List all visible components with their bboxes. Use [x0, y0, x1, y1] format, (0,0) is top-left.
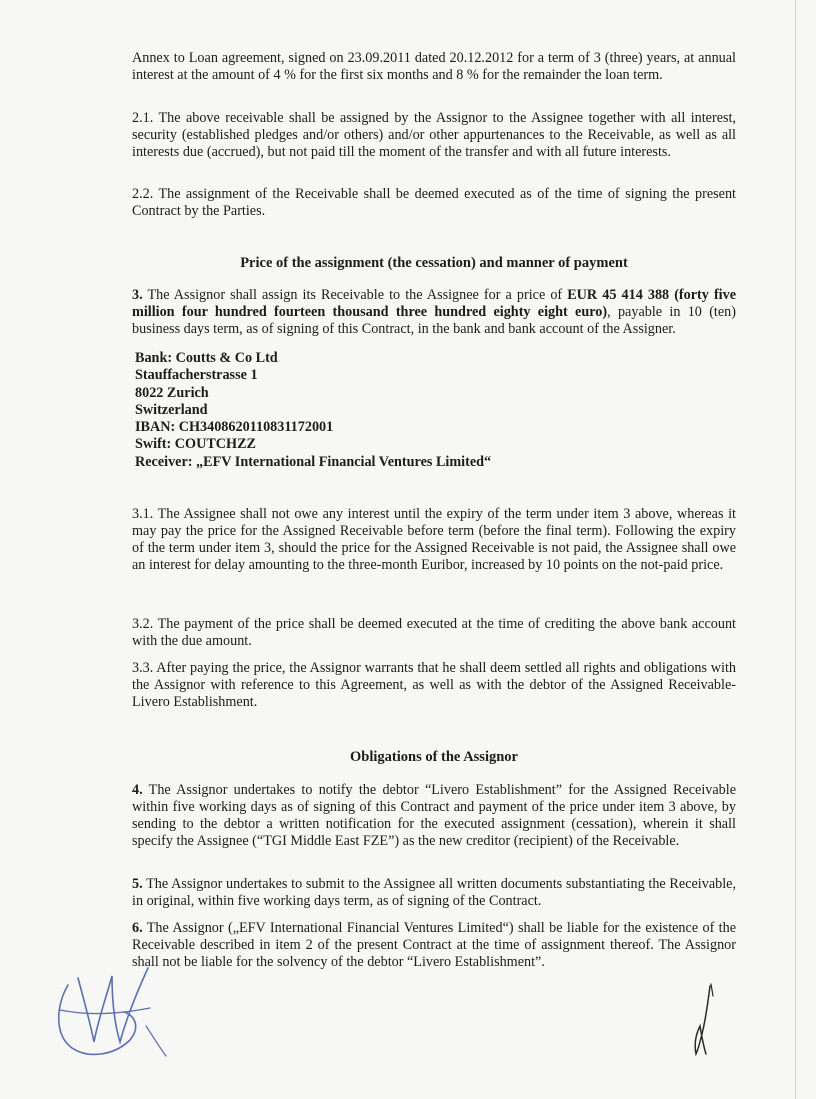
bank-swift: Swift: COUTCHZZ — [135, 436, 256, 453]
paragraph-5-text: The Assignor undertakes to submit to the Assignee all written documents substantiating the Receivable, in original, within five working days term, as of signing of the Contract. — [132, 876, 736, 909]
bank-receiver: Receiver: „EFV International Financial Ventures Limited“ — [135, 453, 492, 470]
paragraph-2-1: 2.1. The above receivable shall be assigned by the Assignor to the Assignee together with all interest, security (established pledges and/or others) and/or other appurtenances to the Receivable, as well as all interests due (accrued), but not paid till the moment of the transfer and with all future interests. — [132, 110, 736, 160]
paragraph-4-text: The Assignor undertakes to notify the debtor “Livero Establishment” for the Assigned Receivable within five working days as of signing of this Contract and payment of the price under item 3 above, by sending to the debtor a written notification for the executed assignment (cessation), wherein it shall specify the Assignee (“TGI Middle East FZE”) as the new creditor (recipient) of the Receivable. — [132, 782, 736, 849]
bank-country: Switzerland — [135, 401, 208, 418]
paragraph-3-text-before: The Assignor shall assign its Receivable to the Assignee for a price of — [142, 287, 568, 303]
paragraph-3 — [132, 287, 736, 338]
heading-obligations: Obligations of the Assignor — [350, 749, 518, 765]
paragraph-6-text: The Assignor („EFV International Financial Ventures Limited“) shall be liable for the existence of the Receivable described in item 2 of the present Contract at the time of assignment thereof. The Assignor shall not be liable for the solvency of the debtor “Livero Establishment”. — [132, 920, 736, 970]
paragraph-annex: Annex to Loan agreement, signed on 23.09.2011 dated 20.12.2012 for a term of 3 (three) years, at annual interest at the amount of 4 % for the first six months and 8 % for the remainder the loan term. — [132, 50, 736, 83]
bank-street: Stauffacherstrasse 1 — [135, 367, 258, 384]
paragraph-4-number: 4. — [132, 782, 143, 798]
bank-details — [135, 350, 491, 471]
bank-iban: IBAN: CH3408620110831172001 — [135, 419, 334, 436]
paragraph-3-2: 3.2. The payment of the price shall be deemed executed at the time of crediting the above bank account with the due amount. — [132, 616, 736, 649]
paragraph-5-number: 5. — [132, 876, 143, 892]
paragraph-6 — [132, 920, 736, 971]
paragraph-2-2: 2.2. The assignment of the Receivable shall be deemed executed as of the time of signing the present Contract by the Parties. — [132, 186, 736, 219]
paragraph-3-1: 3.1. The Assignee shall not owe any interest until the expiry of the term under item 3 above, whereas it may pay the price for the Assigned Receivable before term (before the final term). Following the expiry of the term under item 3, should the price for the Assigned Receivable is not paid, the Assignee shall owe an interest for delay amounting to the three-month Euribor, increased by 10 points on the not-paid price. — [132, 506, 736, 573]
paragraph-3-amount: EUR 45 414 388 (forty five million four hundred fourteen thousand three hundred eighty eight euro) — [132, 287, 737, 320]
handwritten-signature-right — [684, 982, 720, 1058]
bank-name: Bank: Coutts & Co Ltd — [135, 350, 278, 366]
paragraph-4 — [132, 782, 736, 850]
heading-price-of-assignment: Price of the assignment (the cessation) and manner of payment — [240, 255, 628, 271]
handwritten-signature-left — [50, 950, 170, 1060]
paragraph-6-number: 6. — [132, 920, 143, 936]
paragraph-3-number: 3. — [132, 287, 143, 303]
bank-city: 8022 Zurich — [135, 384, 209, 401]
paragraph-5 — [132, 876, 736, 910]
paragraph-3-3: 3.3. After paying the price, the Assignor warrants that he shall deem settled all rights and obligations with the Assignor with reference to this Agreement, as well as with the debtor of the Assigned Receivable- Livero Establishment. — [132, 660, 736, 710]
page-edge-line — [795, 0, 796, 1099]
paragraph-3-text-after: , payable in 10 (ten) business days term, as of signing of this Contract, in the bank and bank account of the Assigner. — [132, 304, 736, 337]
